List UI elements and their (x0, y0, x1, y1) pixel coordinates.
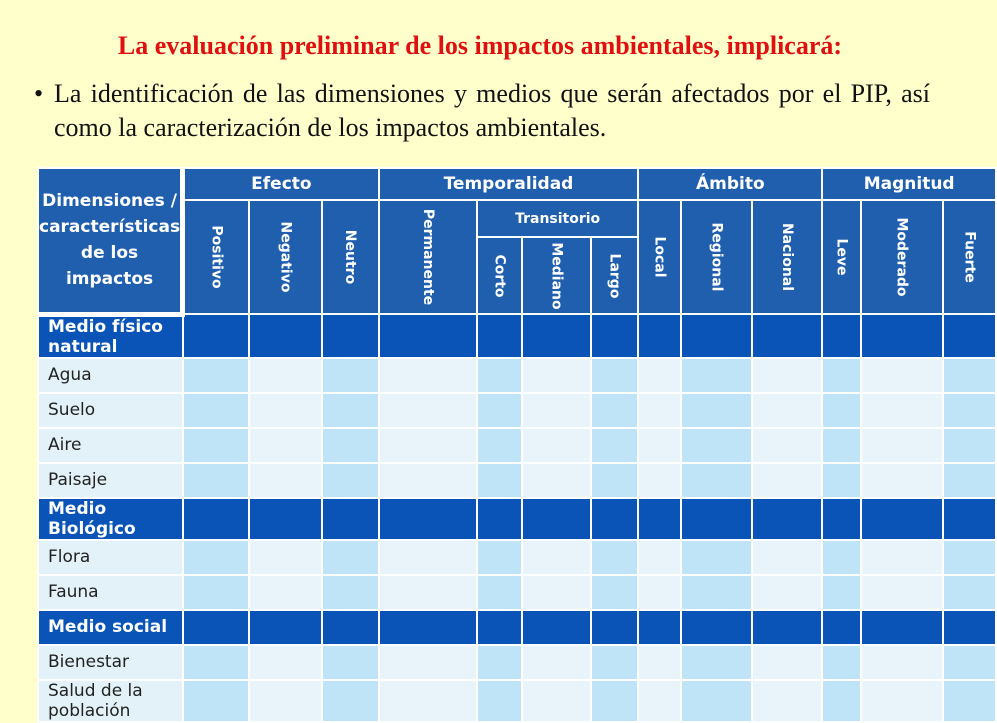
matrix-cell (379, 645, 477, 680)
matrix-cell (477, 463, 522, 498)
col-header-moderado: Moderado (861, 200, 942, 314)
matrix-cell (861, 645, 942, 680)
matrix-cell (752, 393, 822, 428)
matrix-cell (477, 428, 522, 463)
matrix-cell (752, 610, 822, 645)
matrix-cell (861, 358, 942, 393)
matrix-cell (522, 680, 591, 722)
matrix-cell (249, 540, 322, 575)
matrix-cell (522, 463, 591, 498)
matrix-cell (522, 575, 591, 610)
matrix-cell (183, 610, 250, 645)
corner-header: Dimensiones / características de los impactos (38, 168, 183, 314)
section-label: Medio social (38, 610, 183, 645)
table-row (38, 393, 996, 428)
group-header-temporalidad: Temporalidad (379, 168, 639, 200)
row-label: Aire (38, 428, 183, 463)
matrix-cell (861, 540, 942, 575)
matrix-cell (249, 645, 322, 680)
matrix-cell (477, 314, 522, 358)
matrix-cell (861, 463, 942, 498)
matrix-cell (822, 358, 861, 393)
matrix-cell (861, 610, 942, 645)
matrix-cell (822, 610, 861, 645)
matrix-cell (591, 540, 638, 575)
matrix-cell (322, 575, 378, 610)
matrix-cell (943, 314, 996, 358)
bullet-point (34, 77, 930, 145)
section-label: Medio Biológico (38, 498, 183, 540)
matrix-cell (638, 428, 681, 463)
matrix-cell (752, 463, 822, 498)
matrix-cell (249, 428, 322, 463)
col-header-permanente: Permanente (379, 200, 477, 314)
matrix-cell (752, 645, 822, 680)
matrix-cell (522, 610, 591, 645)
matrix-cell (379, 498, 477, 540)
matrix-cell (183, 575, 250, 610)
col-header-positivo: Positivo (183, 200, 250, 314)
matrix-cell (477, 645, 522, 680)
matrix-cell (249, 610, 322, 645)
matrix-cell (379, 428, 477, 463)
matrix-cell (379, 540, 477, 575)
row-label: Agua (38, 358, 183, 393)
matrix-cell (943, 575, 996, 610)
col-header-nacional: Nacional (752, 200, 822, 314)
matrix-cell (183, 463, 250, 498)
matrix-cell (752, 575, 822, 610)
matrix-cell (249, 575, 322, 610)
matrix-cell (183, 314, 250, 358)
matrix-cell (681, 314, 752, 358)
section-row (38, 498, 996, 540)
section-row (38, 314, 996, 358)
matrix-cell (591, 498, 638, 540)
matrix-cell (379, 610, 477, 645)
matrix-cell (943, 610, 996, 645)
table-row (38, 680, 996, 722)
matrix-cell (322, 498, 378, 540)
row-label: Bienestar (38, 645, 183, 680)
bullet-icon: • (34, 79, 44, 108)
row-label: Salud de la población (38, 680, 183, 722)
bullet-text: La identificación de las dimensiones y medios que serán afectados por el PIP, así como la caracterización de los impactos ambientales. (54, 79, 930, 142)
col-header-leve: Leve (822, 200, 861, 314)
matrix-cell (591, 358, 638, 393)
matrix-cell (249, 463, 322, 498)
matrix-cell (477, 680, 522, 722)
impact-matrix-table (37, 167, 997, 723)
matrix-cell (681, 610, 752, 645)
section-label: Medio físico natural (38, 314, 183, 358)
matrix-cell (249, 314, 322, 358)
matrix-cell (322, 314, 378, 358)
section-row (38, 610, 996, 645)
matrix-cell (638, 314, 681, 358)
matrix-cell (638, 358, 681, 393)
matrix-cell (322, 358, 378, 393)
table-body (38, 314, 996, 722)
matrix-cell (379, 358, 477, 393)
matrix-cell (638, 540, 681, 575)
matrix-cell (591, 680, 638, 722)
matrix-cell (822, 498, 861, 540)
col-header-negativo: Negativo (249, 200, 322, 314)
matrix-cell (943, 463, 996, 498)
matrix-cell (681, 393, 752, 428)
matrix-cell (943, 680, 996, 722)
matrix-cell (379, 463, 477, 498)
group-header-magnitud: Magnitud (822, 168, 996, 200)
matrix-cell (638, 498, 681, 540)
matrix-cell (183, 428, 250, 463)
matrix-cell (681, 645, 752, 680)
matrix-cell (681, 358, 752, 393)
matrix-cell (638, 645, 681, 680)
matrix-cell (591, 645, 638, 680)
matrix-cell (477, 610, 522, 645)
matrix-cell (861, 314, 942, 358)
matrix-cell (322, 680, 378, 722)
matrix-cell (943, 498, 996, 540)
col-header-regional: Regional (681, 200, 752, 314)
matrix-cell (522, 645, 591, 680)
matrix-cell (591, 314, 638, 358)
matrix-cell (183, 540, 250, 575)
matrix-cell (379, 314, 477, 358)
matrix-cell (681, 463, 752, 498)
row-label: Fauna (38, 575, 183, 610)
slide-title: La evaluación preliminar de los impactos ambientales, implicará: (117, 31, 843, 60)
col-header-corto: Corto (477, 237, 522, 314)
matrix-cell (943, 358, 996, 393)
matrix-cell (322, 463, 378, 498)
table-row (38, 358, 996, 393)
matrix-cell (183, 358, 250, 393)
matrix-cell (681, 498, 752, 540)
matrix-cell (591, 463, 638, 498)
matrix-cell (322, 540, 378, 575)
matrix-cell (943, 540, 996, 575)
matrix-cell (943, 645, 996, 680)
matrix-cell (379, 575, 477, 610)
matrix-cell (822, 393, 861, 428)
matrix-cell (943, 428, 996, 463)
matrix-cell (638, 393, 681, 428)
matrix-cell (752, 428, 822, 463)
matrix-cell (752, 358, 822, 393)
matrix-cell (638, 575, 681, 610)
col-header-largo: Largo (591, 237, 638, 314)
matrix-cell (522, 314, 591, 358)
matrix-cell (943, 393, 996, 428)
row-label: Flora (38, 540, 183, 575)
matrix-cell (249, 393, 322, 428)
table-row (38, 645, 996, 680)
group-header-efecto: Efecto (183, 168, 379, 200)
matrix-cell (822, 575, 861, 610)
matrix-cell (681, 428, 752, 463)
matrix-cell (183, 393, 250, 428)
col-header-mediano: Mediano (522, 237, 591, 314)
matrix-cell (861, 498, 942, 540)
matrix-cell (591, 393, 638, 428)
matrix-cell (681, 680, 752, 722)
col-header-fuerte: Fuerte (943, 200, 996, 314)
matrix-cell (822, 314, 861, 358)
matrix-cell (861, 393, 942, 428)
matrix-cell (638, 610, 681, 645)
col-header-local: Local (638, 200, 681, 314)
matrix-cell (249, 498, 322, 540)
matrix-cell (379, 393, 477, 428)
matrix-cell (322, 393, 378, 428)
matrix-cell (752, 498, 822, 540)
matrix-cell (522, 358, 591, 393)
matrix-cell (591, 610, 638, 645)
matrix-cell (861, 680, 942, 722)
matrix-cell (322, 610, 378, 645)
row-label: Suelo (38, 393, 183, 428)
matrix-cell (681, 575, 752, 610)
matrix-cell (249, 680, 322, 722)
matrix-cell (591, 428, 638, 463)
matrix-cell (522, 540, 591, 575)
matrix-cell (591, 575, 638, 610)
matrix-cell (752, 680, 822, 722)
matrix-cell (752, 540, 822, 575)
matrix-cell (322, 428, 378, 463)
matrix-cell (379, 680, 477, 722)
matrix-cell (477, 498, 522, 540)
matrix-cell (477, 575, 522, 610)
matrix-cell (822, 463, 861, 498)
matrix-cell (861, 575, 942, 610)
matrix-cell (183, 498, 250, 540)
matrix-cell (522, 498, 591, 540)
matrix-cell (522, 428, 591, 463)
matrix-cell (638, 463, 681, 498)
matrix-cell (638, 680, 681, 722)
matrix-cell (681, 540, 752, 575)
matrix-cell (861, 428, 942, 463)
matrix-cell (522, 393, 591, 428)
matrix-cell (477, 393, 522, 428)
table-row (38, 540, 996, 575)
matrix-cell (183, 680, 250, 722)
matrix-cell (477, 358, 522, 393)
matrix-cell (322, 645, 378, 680)
matrix-cell (183, 645, 250, 680)
col-header-neutro: Neutro (322, 200, 378, 314)
table-row (38, 463, 996, 498)
matrix-cell (822, 645, 861, 680)
matrix-cell (822, 680, 861, 722)
matrix-cell (249, 358, 322, 393)
matrix-cell (477, 540, 522, 575)
matrix-cell (752, 314, 822, 358)
subgroup-header-transitorio: Transitorio (477, 200, 638, 237)
table-row (38, 428, 996, 463)
row-label: Paisaje (38, 463, 183, 498)
table-row (38, 575, 996, 610)
matrix-cell (822, 428, 861, 463)
group-header-ambito: Ámbito (638, 168, 822, 200)
matrix-cell (822, 540, 861, 575)
